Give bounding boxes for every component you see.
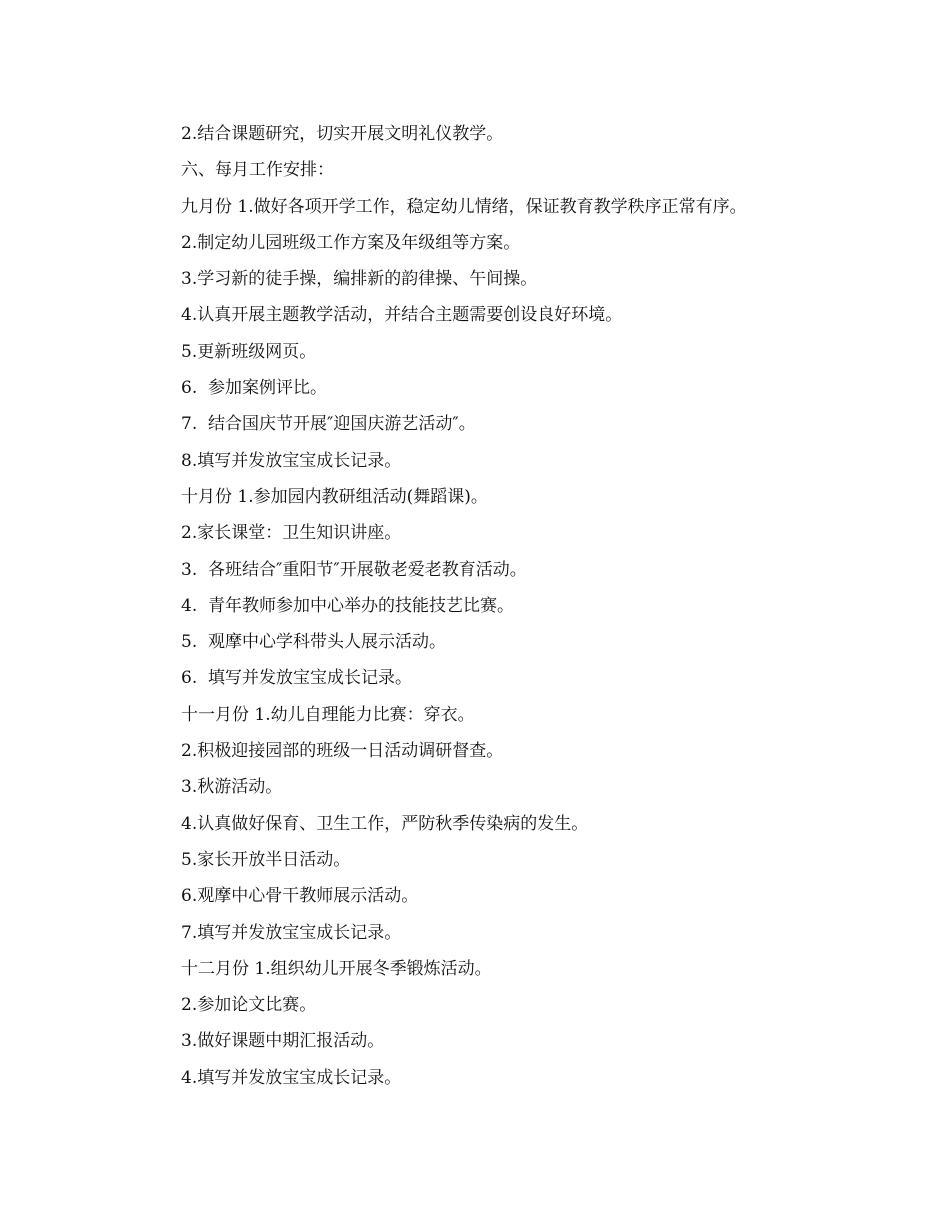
- text-line: 8.填写并发放宝宝成长记录。: [181, 450, 402, 471]
- text-line: 3. 各班结合″重阳节″开展敬老爱老教育活动。: [181, 559, 527, 580]
- text-line: 2.参加论文比赛。: [181, 995, 317, 1016]
- section-heading: 六、每月工作安排：: [181, 160, 334, 181]
- text-line: 十一月份 1.幼儿自理能力比赛：穿衣。: [181, 704, 475, 725]
- text-line: 3.学习新的徒手操，编排新的韵律操、午间操。: [181, 269, 538, 290]
- text-line: 5.家长开放半日活动。: [181, 849, 351, 870]
- text-line: 十月份 1.参加园内教研组活动(舞蹈课)。: [181, 486, 488, 507]
- text-line: 7. 结合国庆节开展″迎国庆游艺活动″。: [181, 414, 476, 435]
- text-line: 5.更新班级网页。: [181, 341, 317, 362]
- document-body: [181, 116, 881, 1096]
- text-line: 4.认真做好保育、卫生工作，严防秋季传染病的发生。: [181, 813, 589, 834]
- text-line: 4. 青年教师参加中心举办的技能技艺比赛。: [181, 595, 515, 616]
- text-line: 九月份 1.做好各项开学工作，稳定幼儿情绪，保证教育教学秩序正常有序。: [181, 196, 747, 217]
- text-line: 6. 填写并发放宝宝成长记录。: [181, 668, 413, 689]
- text-line: 十二月份 1.组织幼儿开展冬季锻炼活动。: [181, 958, 492, 979]
- text-line: 7.填写并发放宝宝成长记录。: [181, 922, 402, 943]
- text-line: 4.认真开展主题教学活动，并结合主题需要创设良好环境。: [181, 305, 623, 326]
- text-line: 6.观摩中心骨干教师展示活动。: [181, 886, 419, 907]
- text-line: 6. 参加案例评比。: [181, 378, 328, 399]
- text-line: 5. 观摩中心学科带头人展示活动。: [181, 632, 447, 653]
- text-line: 2.家长课堂：卫生知识讲座。: [181, 523, 402, 544]
- text-line: 4.填写并发放宝宝成长记录。: [181, 1067, 402, 1088]
- text-line: 2.结合课题研究，切实开展文明礼仪教学。: [181, 124, 504, 144]
- text-line: 3.做好课题中期汇报活动。: [181, 1031, 385, 1052]
- text-line: 2.积极迎接园部的班级一日活动调研督查。: [181, 741, 504, 762]
- text-line: 3.秋游活动。: [181, 777, 283, 798]
- text-line: 2.制定幼儿园班级工作方案及年级组等方案。: [181, 232, 521, 253]
